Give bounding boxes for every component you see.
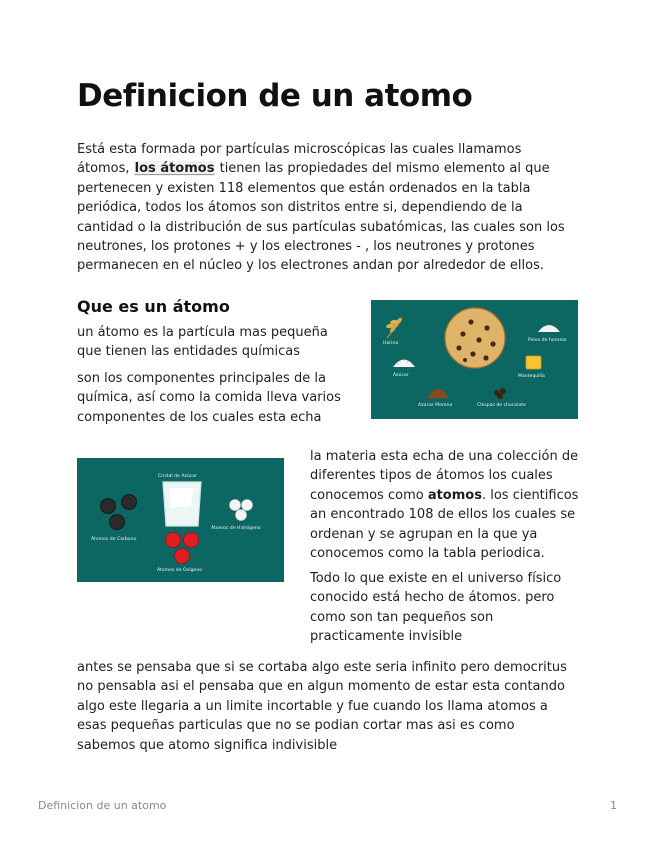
label-mantequilla: Mantequilla bbox=[518, 374, 545, 379]
matter-text-start: la materia esta echa de una colección de diferentes tipos de átomos los cuales conocemos como bbox=[310, 449, 579, 503]
label-carbono: Átomos de Carbono bbox=[91, 537, 137, 542]
label-azucar-moreno: Azúcar Moreno bbox=[418, 403, 453, 408]
label-chispas: Chispas de chocolate bbox=[477, 403, 526, 408]
label-harina: Harina bbox=[383, 341, 399, 346]
intro-text-start: Está esta formada por partículas microscópicas las cuales llamamos átomos, bbox=[77, 142, 522, 177]
democritus-paragraph: antes se pensaba que si se cortaba algo este seria infinito pero democritus no pensabla asi el pensaba que en algun momento de estar esta contando algo este llegaria a un limite incortable y fue cuando los llama atomos a esas pequeñas particulas que no se podian cortar mas asi es como sabemos que atomo significa indivisible bbox=[77, 660, 567, 753]
page-title: Definicion de un atomo bbox=[77, 78, 473, 114]
label-oxigeno: Átomos de Oxígeno bbox=[157, 568, 203, 573]
label-cristal: Cristal de Azúcar bbox=[158, 474, 198, 479]
footer-doc-title: Definicion de un atomo bbox=[38, 799, 167, 812]
sugar-crystal-illustration bbox=[77, 458, 284, 582]
label-polvo: Polvo de hornear bbox=[528, 338, 567, 343]
wheat-icon bbox=[386, 317, 403, 338]
powder-icon bbox=[538, 325, 560, 332]
section-heading: Que es un átomo bbox=[77, 297, 230, 316]
hydrogen-atoms-icon bbox=[230, 500, 253, 521]
components-paragraph: son los componentes principales de la química, así como la comida lleva varios componentes de los cuales esta echa bbox=[77, 371, 341, 425]
brown-sugar-icon bbox=[427, 389, 449, 398]
label-azucar: Azúcar bbox=[393, 373, 409, 378]
label-hidrogeno: Átomos de Hidrógeno bbox=[211, 526, 261, 531]
highlighted-term: los átomos bbox=[134, 161, 215, 177]
intro-text-end: tienen las propiedades del mismo elemento al que pertenecen y existen 118 elementos que están ordenados en la tabla periódica, todos los átomos son distritos entre si, dependiendo de la cantidad o la distribución de sus partículas subatómicas, las cuales son los neutrones, los protones + y los electrones - , los neutrones y protones permanecen en el núcleo y los electrones andan por alrededor de ellos. bbox=[77, 161, 565, 274]
definition-paragraph: un átomo es la partícula mas pequeña que tienen las entidades químicas bbox=[77, 325, 328, 360]
bold-term: atomos bbox=[427, 487, 482, 503]
oxygen-atoms-icon bbox=[166, 533, 199, 564]
matter-paragraph bbox=[310, 447, 585, 563]
butter-icon bbox=[526, 356, 541, 369]
cookie-icon bbox=[445, 308, 505, 368]
sugar-crystal-icon bbox=[163, 482, 201, 526]
universe-paragraph: Todo lo que existe en el universo físico conocido está hecho de átomos. pero como son tan pequeños son practicamente invisible bbox=[310, 571, 562, 645]
sugar-icon bbox=[393, 360, 415, 368]
intro-paragraph bbox=[77, 140, 577, 276]
carbon-atoms-icon bbox=[101, 495, 137, 530]
footer-page-number: 1 bbox=[610, 799, 617, 812]
cookie-ingredients-illustration bbox=[371, 300, 578, 419]
chocolate-chips-icon bbox=[494, 388, 506, 399]
matter-text-end: . los cientificos an encontrado 108 de ellos los cuales se ordenan y se agrupan en la que ya conocemos como la tabla periodica. bbox=[310, 487, 579, 562]
